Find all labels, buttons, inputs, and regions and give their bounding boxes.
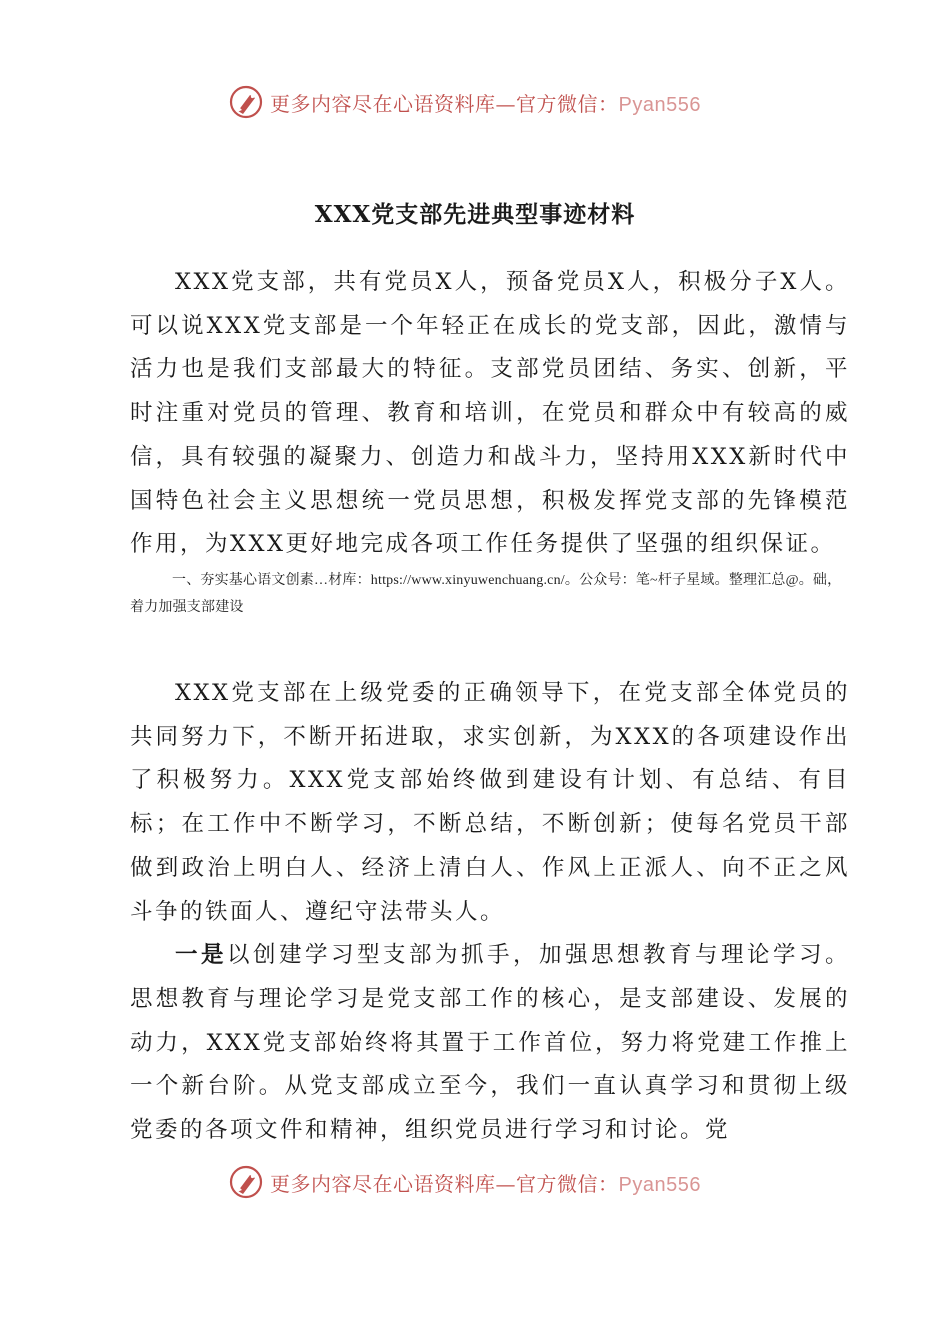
header-banner [228,82,728,122]
banner-wechat-id: Pyan556 [618,1173,701,1196]
watermark-note: 一、夯实基心语文创素…材库：https://www.xinyuwenchuang.cn/。公众号：笔~杆子星域。整理汇总@。础，着力加强支部建设 [130,572,842,615]
pen-nib-logo-icon [228,1164,264,1200]
banner-text: 更多内容尽在心语资料库—官方微信：Pyan556 [270,1171,701,1196]
paragraph-study [130,934,850,1153]
banner-wechat-id: Pyan556 [618,93,701,116]
document-body-top [130,261,850,621]
paragraph-intro: XXX党支部，共有党员X人，预备党员X人，积极分子X人。可以说XXX党支部是一个年轻正在成长的党支部，因此，激情与活力也是我们支部最大的特征。支部党员团结、务实、创新，平时注重对党员的管理、教育和培训，在党员和群众中有较高的威信，具有较强的凝聚力、创造力和战斗力，坚持用XXX新时代中国特色社会主义思想统一党员思想，积极发挥党支部的先锋模范作用，为XXX更好地完成各项工作任务提供了坚强的组织保证。 [130,269,850,558]
footer-banner [228,1162,728,1202]
paragraph-study-text: 以创建学习型支部为抓手，加强思想教育与理论学习。思想教育与理论学习是党支部工作的核心，是支部建设、发展的动力，XXX党支部始终将其置于工作首位，努力将党建工作推上一个新台阶。从党支部成立至今，我们一直认真学习和贯彻上级党委的各项文件和精神，组织党员进行学习和讨论。党 [130,942,850,1144]
document-title: XXX党支部先进典型事迹材料 [314,201,636,228]
banner-text: 更多内容尽在心语资料库—官方微信：Pyan556 [270,91,701,116]
paragraph-leadership: XXX党支部在上级党委的正确领导下，在党支部全体党员的共同努力下，不断开拓进取，求实创新，为XXX的各项建设作出了积极努力。XXX党支部始终做到建设有计划、有总结、有目标；在工作中不断学习，不断总结，不断创新；使每名党员干部做到政治上明白人、经济上清白人、作风上正派人、向不正之风斗争的铁面人、遵纪守法带头人。 [130,680,850,925]
paragraph-study-lead: 一是 [175,942,227,969]
document-body-main [130,672,850,1153]
pen-nib-logo-icon [228,84,264,120]
